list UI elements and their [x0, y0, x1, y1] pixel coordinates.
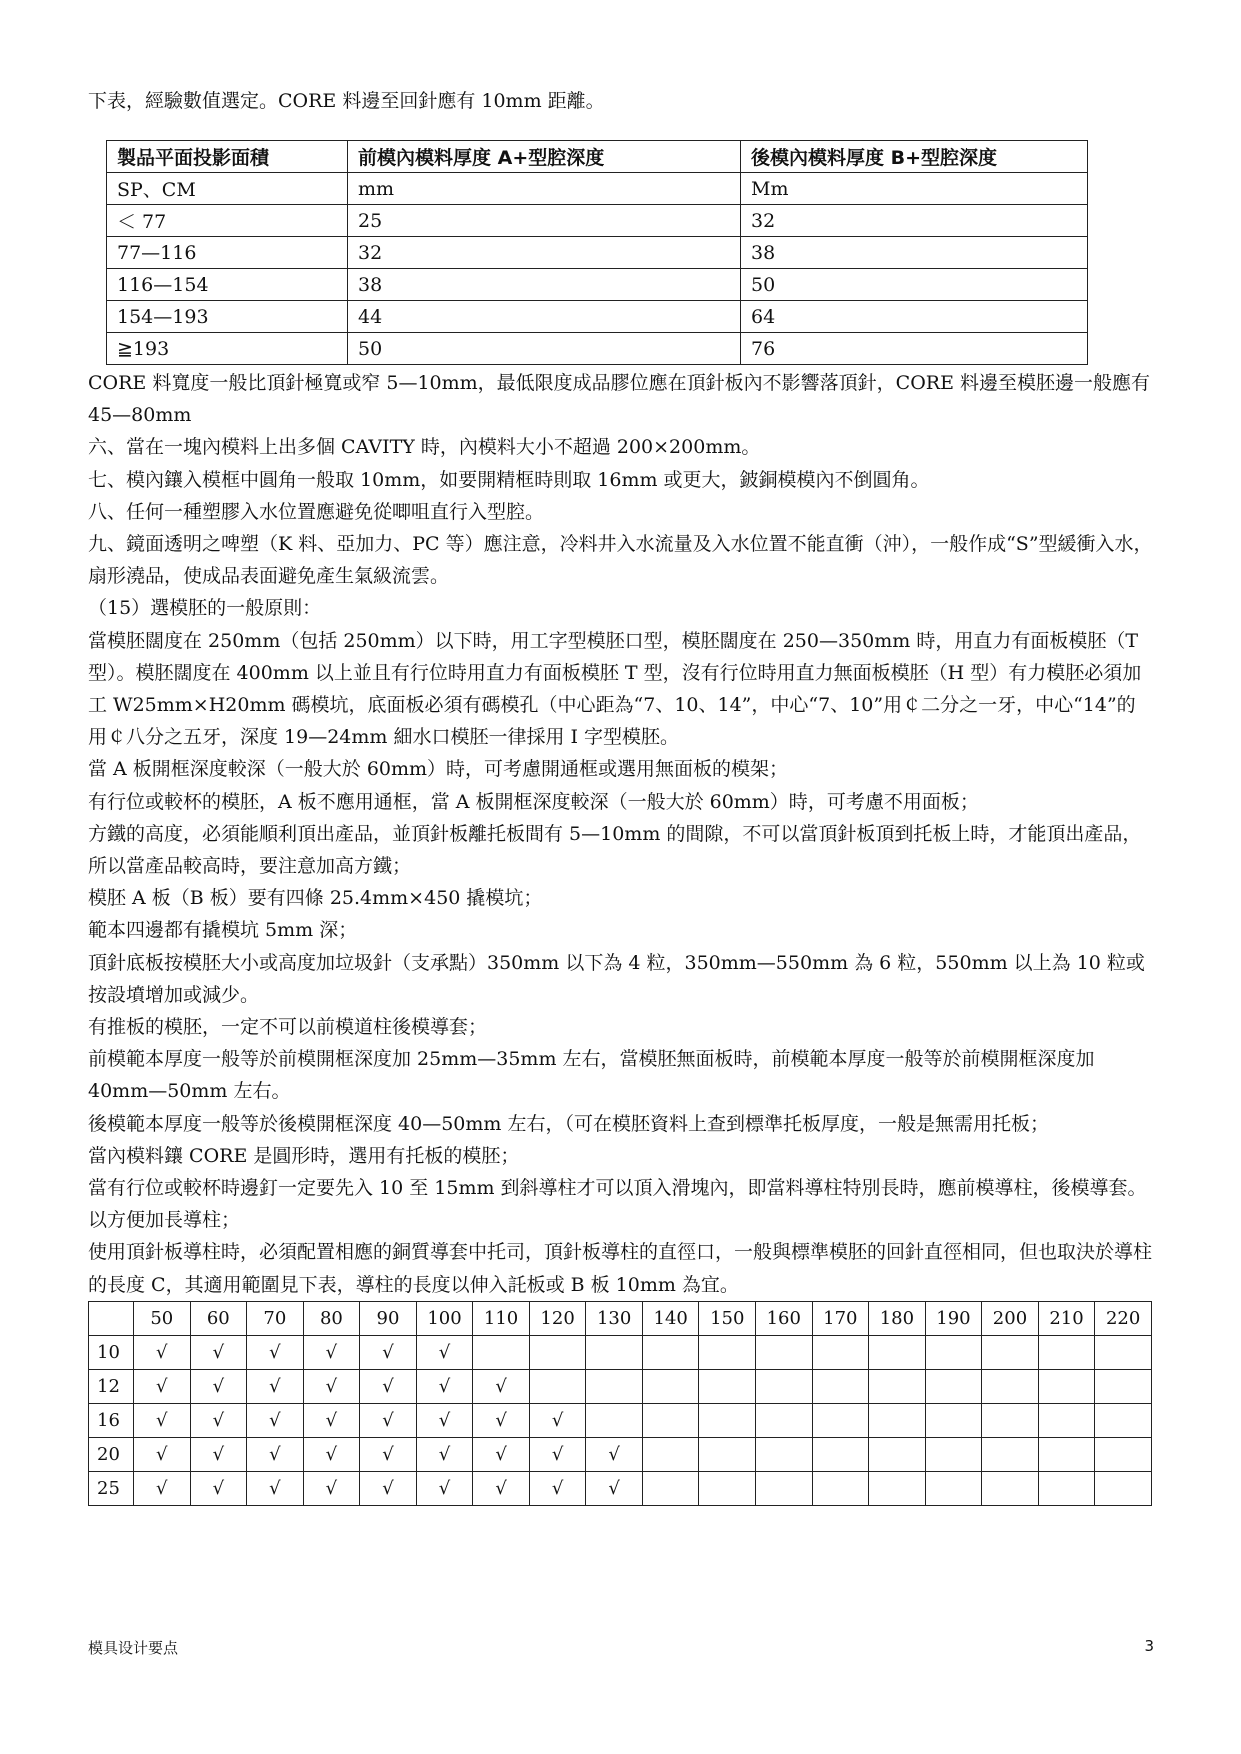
check-mark-cell: √ — [247, 1403, 304, 1437]
table-cell: 38 — [741, 237, 1088, 269]
paragraph: 九、鏡面透明之啤塑（K 料、亞加力、PC 等）應注意，冷料井入水流量及入水位置不能直衝（沖），一般作成“S”型緩衝入水，扇形澆品，使成品表面避免產生氣級流雲。 — [88, 533, 1153, 588]
table-header-cell: 180 — [869, 1301, 926, 1335]
check-mark-cell: √ — [134, 1471, 191, 1505]
table-cell — [812, 1335, 869, 1369]
check-mark-cell: √ — [247, 1369, 304, 1403]
table-cell — [812, 1369, 869, 1403]
table-cell — [925, 1369, 982, 1403]
table-cell: 76 — [741, 333, 1088, 365]
table-cell: mm — [348, 173, 741, 205]
check-mark-cell: √ — [190, 1437, 247, 1471]
table-cell — [1095, 1403, 1152, 1437]
table-row — [107, 333, 1088, 365]
table-cell: 50 — [741, 269, 1088, 301]
table-row — [107, 301, 1088, 333]
table-cell — [869, 1403, 926, 1437]
table-header-cell: 170 — [812, 1301, 869, 1335]
guide-pillar-table — [88, 1301, 1152, 1506]
table-cell — [642, 1335, 699, 1369]
table-header-cell: 220 — [1095, 1301, 1152, 1335]
paragraph: 模胚 A 板（B 板）要有四條 25.4mm×450 撬模坑； — [88, 887, 543, 910]
row-label-cell: 25 — [89, 1471, 134, 1505]
table-cell — [869, 1471, 926, 1505]
table-cell — [1038, 1369, 1095, 1403]
table-cell: SP、CM — [107, 173, 348, 205]
paragraph: 方鐵的高度，必須能順利頂出產品，並頂針板離托板間有 5—10mm 的間隙，不可以當頂針板頂到托板上時，才能頂出產品，所以當產品較高時，要注意加高方鐵； — [88, 822, 1142, 878]
page-number: 3 — [1144, 1637, 1154, 1655]
table-cell — [642, 1369, 699, 1403]
document-page — [88, 86, 1158, 1506]
table-cell: 25 — [348, 205, 741, 237]
check-mark-cell: √ — [473, 1471, 530, 1505]
table-cell — [756, 1335, 813, 1369]
table-cell — [642, 1403, 699, 1437]
check-mark-cell: √ — [416, 1335, 473, 1369]
check-mark-cell: √ — [416, 1369, 473, 1403]
paragraph: 七、模內鑲入模框中圓角一般取 10mm，如要開精框時則取 16mm 或更大，鈹銅模模內不倒圓角。 — [88, 468, 930, 491]
row-label-cell: 12 — [89, 1369, 134, 1403]
table-cell — [925, 1437, 982, 1471]
paragraph: 後模範本厚度一般等於後模開框深度 40—50mm 左右，（可在模胚資料上查到標準托板厚度，一般是無需用托板； — [88, 1112, 1049, 1135]
table-cell: 77—116 — [107, 237, 348, 269]
table-cell — [982, 1437, 1039, 1471]
table-row — [89, 1369, 1152, 1403]
table-cell — [1038, 1335, 1095, 1369]
table-cell — [812, 1437, 869, 1471]
table-cell — [812, 1471, 869, 1505]
table-cell — [586, 1369, 643, 1403]
check-mark-cell: √ — [134, 1403, 191, 1437]
table-cell — [869, 1335, 926, 1369]
check-mark-cell: √ — [303, 1471, 360, 1505]
table-cell — [982, 1403, 1039, 1437]
table-cell — [1038, 1471, 1095, 1505]
check-mark-cell: √ — [134, 1369, 191, 1403]
table-cell — [982, 1369, 1039, 1403]
check-mark-cell: √ — [529, 1437, 586, 1471]
table-header-cell: 製品平面投影面積 — [107, 141, 348, 173]
table-header-row — [107, 141, 1088, 173]
section-heading: （15）選模胚的一般原則： — [88, 597, 322, 620]
table-cell — [586, 1335, 643, 1369]
paragraph: 六、當在一塊內模料上出多個 CAVITY 時，內模料大小不超過 200×200mm。 — [88, 436, 761, 459]
table-cell — [586, 1403, 643, 1437]
table-cell — [756, 1437, 813, 1471]
table-cell — [1095, 1335, 1152, 1369]
table-cell: 154—193 — [107, 301, 348, 333]
table-cell: 50 — [348, 333, 741, 365]
paragraph: 當模胚闊度在 250mm（包括 250mm）以下時，用工字型模胚口型，模胚闊度在 250—350mm 時，用直力有面板模胚（T 型）。模胚闊度在 400mm 以上並且有行位時用直力有面板模胚 T 型，沒有行位時用直力無面板模胚（H 型）有力模胚必須加工 W25mm×H20mm 碼模坑，底面板必須有碼模孔（中心距為“7、10、14”，中心“7、10”用￠二分之一牙，中心“14”的用￠八分之五牙，深度 19—24mm 細水口模胚一律採用 I 字型模胚。 — [88, 629, 1142, 749]
check-mark-cell: √ — [190, 1335, 247, 1369]
table-cell — [699, 1335, 756, 1369]
paragraph: 頂針底板按模胚大小或高度加垃圾針（支承點）350mm 以下為 4 粒，350mm—550mm 為 6 粒，550mm 以上為 10 粒或按設墳增加或減少。 — [88, 951, 1145, 1006]
table-header-cell: 90 — [360, 1301, 417, 1335]
table-cell — [1038, 1403, 1095, 1437]
check-mark-cell: √ — [360, 1403, 417, 1437]
row-label-cell: 20 — [89, 1437, 134, 1471]
paragraph: 使用頂針板導柱時，必須配置相應的銅質導套中托司，頂針板導柱的直徑口，一般與標準模胚的回針直徑相同，但也取決於導柱的長度 C，其適用範圍見下表，導柱的長度以伸入託板或 B 板 10mm 為宜。 — [88, 1241, 1153, 1296]
table-row — [107, 205, 1088, 237]
table-cell — [756, 1403, 813, 1437]
check-mark-cell: √ — [247, 1335, 304, 1369]
check-mark-cell: √ — [190, 1369, 247, 1403]
paragraph: CORE 料寬度一般比頂針極寬或窄 5—10mm，最低限度成品膠位應在頂針板內不影響落頂針，CORE 料邊至模胚邊一般應有 45—80mm — [88, 372, 1150, 427]
check-mark-cell: √ — [473, 1369, 530, 1403]
table-cell: ＜ 77 — [107, 205, 348, 237]
body-paragraphs — [88, 367, 1158, 1301]
table-cell: 32 — [348, 237, 741, 269]
table-header-cell: 80 — [303, 1301, 360, 1335]
check-mark-cell: √ — [247, 1437, 304, 1471]
paragraph: 八、任何一種塑膠入水位置應避免從唧咀直行入型腔。 — [88, 500, 545, 523]
table-row — [89, 1437, 1152, 1471]
paragraph: 有行位或較杯的模胚，A 板不應用通框，當 A 板開框深度較深（一般大於 60mm）時，可考慮不用面板； — [88, 790, 979, 813]
table-row — [107, 237, 1088, 269]
table-header-cell: 150 — [699, 1301, 756, 1335]
table-cell — [642, 1437, 699, 1471]
table-header-cell: 190 — [925, 1301, 982, 1335]
check-mark-cell: √ — [360, 1335, 417, 1369]
table-cell — [756, 1369, 813, 1403]
check-mark-cell: √ — [360, 1471, 417, 1505]
table-cell — [699, 1471, 756, 1505]
paragraph: 當內模料鑲 CORE 是圓形時，選用有托板的模胚； — [88, 1144, 520, 1167]
check-mark-cell: √ — [473, 1437, 530, 1471]
table-cell — [812, 1403, 869, 1437]
paragraph: 當 A 板開框深度較深（一般大於 60mm）時，可考慮開通框或選用無面板的模架； — [88, 758, 789, 781]
table-header-cell: 後模內模料厚度 B+型腔深度 — [741, 141, 1088, 173]
paragraph: 當有行位或較杯時邊釘一定要先入 10 至 15mm 到斜導柱才可以頂入滑塊內，即當料導柱特別長時，應前模導柱，後模導套。以方便加長導柱； — [88, 1177, 1147, 1232]
table-header-cell: 70 — [247, 1301, 304, 1335]
table-header-cell: 210 — [1038, 1301, 1095, 1335]
footer-title: 模具设计要点 — [88, 1639, 179, 1657]
table-row — [89, 1403, 1152, 1437]
table-cell: 116—154 — [107, 269, 348, 301]
table-cell — [473, 1335, 530, 1369]
table-cell — [1095, 1471, 1152, 1505]
table-header-cell: 200 — [982, 1301, 1039, 1335]
paragraph: 有推板的模胚，一定不可以前模道柱後模導套； — [88, 1016, 488, 1039]
table-cell: 38 — [348, 269, 741, 301]
table-cell — [869, 1437, 926, 1471]
check-mark-cell: √ — [134, 1437, 191, 1471]
intro-text: 下表，經驗數值選定。CORE 料邊至回針應有 10mm 距離。 — [88, 90, 605, 112]
table-cell — [699, 1437, 756, 1471]
table-cell: 64 — [741, 301, 1088, 333]
row-label-cell: 10 — [89, 1335, 134, 1369]
table-cell — [529, 1335, 586, 1369]
page-footer — [88, 1637, 1154, 1658]
check-mark-cell: √ — [586, 1437, 643, 1471]
table-header-row — [89, 1301, 1152, 1335]
table-corner-cell — [89, 1301, 134, 1335]
table-cell — [699, 1369, 756, 1403]
table-header-cell: 100 — [416, 1301, 473, 1335]
check-mark-cell: √ — [190, 1471, 247, 1505]
check-mark-cell: √ — [529, 1471, 586, 1505]
table-row — [89, 1335, 1152, 1369]
table-cell — [982, 1471, 1039, 1505]
check-mark-cell: √ — [473, 1403, 530, 1437]
check-mark-cell: √ — [360, 1437, 417, 1471]
check-mark-cell: √ — [303, 1335, 360, 1369]
table-cell — [699, 1403, 756, 1437]
check-mark-cell: √ — [360, 1369, 417, 1403]
table-cell: 44 — [348, 301, 741, 333]
check-mark-cell: √ — [303, 1369, 360, 1403]
check-mark-cell: √ — [303, 1437, 360, 1471]
table-header-cell: 60 — [190, 1301, 247, 1335]
check-mark-cell: √ — [529, 1403, 586, 1437]
check-mark-cell: √ — [416, 1403, 473, 1437]
table-row — [107, 173, 1088, 205]
table-cell — [982, 1335, 1039, 1369]
check-mark-cell: √ — [416, 1437, 473, 1471]
check-mark-cell: √ — [247, 1471, 304, 1505]
table-cell — [925, 1403, 982, 1437]
table-cell — [1038, 1437, 1095, 1471]
table-cell: ≧193 — [107, 333, 348, 365]
table-row — [107, 269, 1088, 301]
check-mark-cell: √ — [134, 1335, 191, 1369]
thickness-table — [106, 140, 1088, 365]
table-header-cell: 50 — [134, 1301, 191, 1335]
table-cell — [1095, 1437, 1152, 1471]
check-mark-cell: √ — [586, 1471, 643, 1505]
table-header-cell: 120 — [529, 1301, 586, 1335]
table-row — [89, 1471, 1152, 1505]
table-cell — [925, 1471, 982, 1505]
table-cell — [925, 1335, 982, 1369]
table-cell — [756, 1471, 813, 1505]
table-cell — [869, 1369, 926, 1403]
table-header-cell: 110 — [473, 1301, 530, 1335]
table-header-cell: 140 — [642, 1301, 699, 1335]
table-header-cell: 160 — [756, 1301, 813, 1335]
row-label-cell: 16 — [89, 1403, 134, 1437]
table-cell — [529, 1369, 586, 1403]
table-cell — [1095, 1369, 1152, 1403]
table-cell: 32 — [741, 205, 1088, 237]
table-cell — [642, 1471, 699, 1505]
paragraph: 範本四邊都有撬模坑 5mm 深； — [88, 919, 358, 942]
paragraph: 前模範本厚度一般等於前模開框深度加 25mm—35mm 左右，當模胚無面板時，前模範本厚度一般等於前模開框深度加 40mm—50mm 左右。 — [88, 1048, 1095, 1103]
check-mark-cell: √ — [303, 1403, 360, 1437]
table-header-cell: 130 — [586, 1301, 643, 1335]
table-header-cell: 前模內模料厚度 A+型腔深度 — [348, 141, 741, 173]
check-mark-cell: √ — [416, 1471, 473, 1505]
table-cell: Mm — [741, 173, 1088, 205]
check-mark-cell: √ — [190, 1403, 247, 1437]
